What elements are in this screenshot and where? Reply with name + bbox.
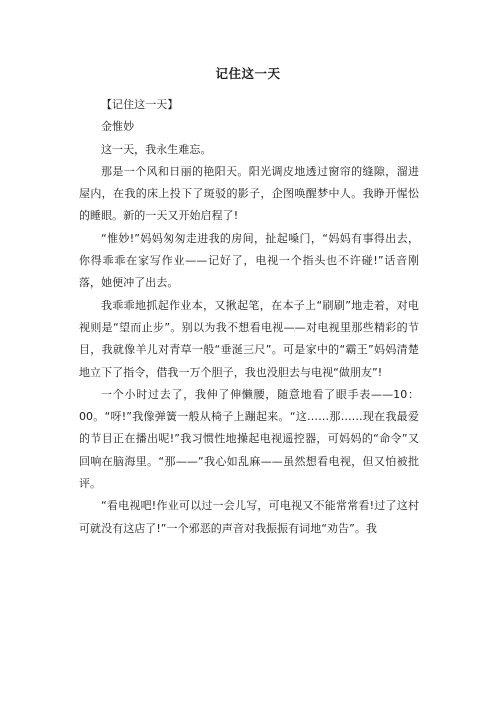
- paragraph: 【记住这一天】: [101, 98, 179, 111]
- paragraph: “惟妙!”妈妈匆匆走进我的房间，扯起嗓门，“妈妈有事得出去，你得乖乖在家写作业——记好了，电视一个指头也不许碰!”话音刚落，她便冲了出去。: [79, 231, 419, 290]
- paragraph: “看电视吧!作业可以过一会儿写，可电视又不能常常看!过了这村可就没有这店了!”一个邪恶的声音对我振振有词地“劝告”。我: [79, 499, 419, 535]
- document-title: 记住这一天: [215, 66, 281, 81]
- paragraph: 这一天，我永生难忘。: [101, 142, 212, 156]
- paragraph: 一个小时过去了，我伸了伸懒腰，随意地看了眼手表——10：00。“呀!”我像弹簧一般从椅子上蹦起来。“这……那……现在我最爱的节目正在播出呢!”我习惯性地操起电视遥控器，可妈妈的“命令”又回响在脑海里。“那——”我心如乱麻——虽然想看电视，但又怕被批评。: [79, 387, 419, 491]
- paragraph: 那是一个风和日丽的艳阳天。阳光调皮地透过窗帘的缝隙，溜进屋内，在我的床上投下了斑驳的影子，企图唤醒梦中人。我睁开惺忪的睡眼。新的一天又开始启程了!: [79, 164, 419, 223]
- paragraph: 金惟妙: [101, 120, 135, 134]
- document-body: [79, 94, 419, 540]
- paragraph: 我乖乖地抓起作业本，又揪起笔，在本子上“刷刷”地走着，对电视则是“望而止步”。别以为我不想看电视——对电视里那些精彩的节目，我就像羊儿对青草一般“垂涎三尺”。可是家中的“霸王”妈妈清楚地立下了指令，借我一万个胆子，我也没胆去与电视“做朋友”!: [79, 298, 419, 379]
